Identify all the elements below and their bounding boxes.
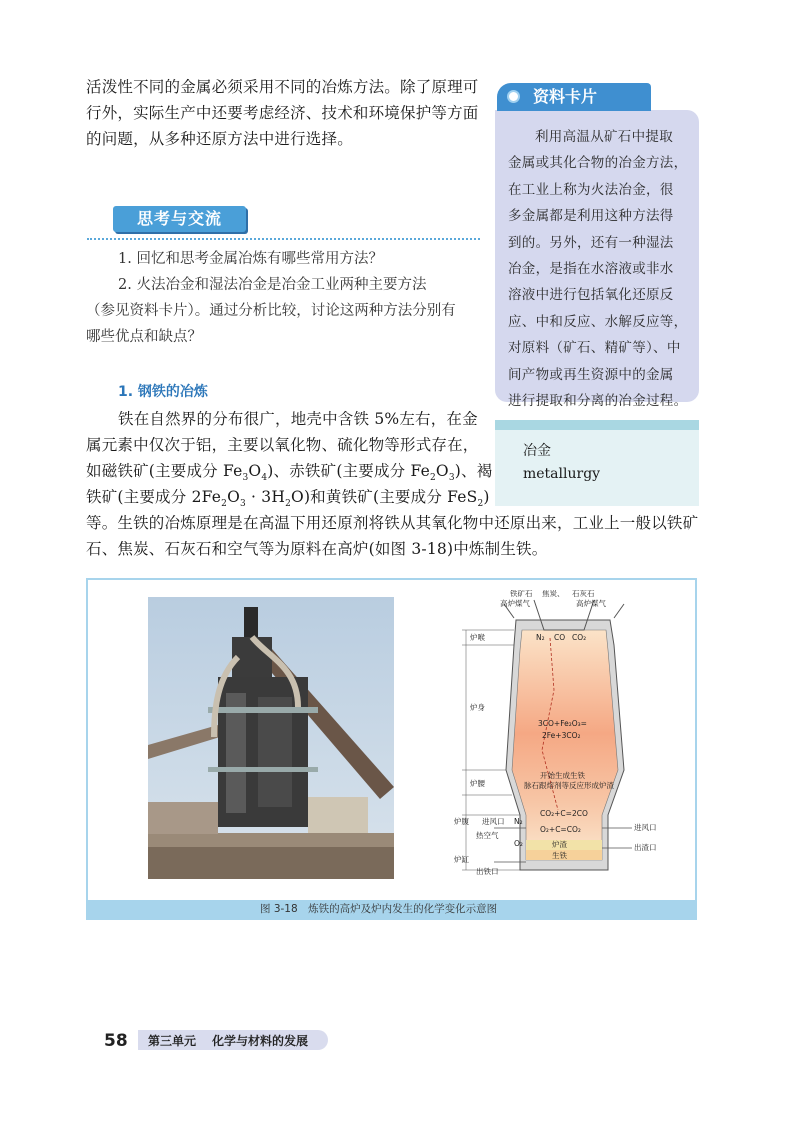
label-iron-outlet: 出铁口: [476, 867, 499, 876]
label-slag-layer: 炉渣: [552, 840, 567, 849]
dotted-divider: [87, 238, 480, 240]
blast-furnace-diagram: [454, 590, 684, 890]
term-chinese: 冶金: [523, 443, 551, 459]
page-number: 58: [104, 1031, 128, 1051]
data-card-text: [508, 124, 694, 414]
intro-line-2: 行外，实际生产中还要考虑经济、技术和环境保护等方面: [86, 104, 479, 122]
question-2-line-1: 2. 火法冶金和湿法冶金是冶金工业两种主要方法: [118, 277, 427, 293]
term-box-bar: [495, 420, 699, 430]
label-hot-air: 热空气: [476, 831, 499, 840]
label-reaction-1a: 3CO+Fe₂O₃=: [538, 719, 587, 728]
intro-line-3: 的问题，从多种还原方法中进行选择。: [86, 130, 353, 148]
label-hearth: 炉缸: [454, 855, 469, 864]
card-line: 溶液中进行包括氧化还原反: [508, 287, 674, 304]
label-throat: 炉喉: [470, 633, 485, 642]
question-2-line-2: （参见资料卡片）。通过分析比较，讨论这两种方法分别有: [86, 303, 456, 319]
label-bosh: 炉腹: [454, 817, 469, 826]
label-belly: 炉腰: [470, 779, 485, 788]
footer-unit: 第三单元: [148, 1034, 197, 1048]
label-top-co: CO: [554, 633, 566, 642]
section-para-line-3: 如磁铁矿(主要成分 $Fe_3O_4$)、赤铁矿(主要成分 $Fe_2O_3$)、褐: [86, 462, 493, 484]
section-para-line-4: 铁矿(主要成分 $2Fe_2O_3 \cdot 3H_2O$)和黄铁矿(主要成分 FeS$_2$): [86, 488, 490, 510]
term-english: metallurgy: [523, 466, 601, 482]
label-tuyere-left: 进风口: [482, 817, 505, 826]
label-air-o2: O₂: [514, 839, 523, 848]
card-line: 到的。另外，还有一种湿法: [508, 234, 674, 251]
section-para-line-1: 铁在自然界的分布很广，地壳中含铁 5%左右，在金: [118, 410, 478, 428]
label-feed-left: 铁矿石: [510, 590, 533, 598]
card-line: 对原料（矿石、精矿等）、中: [508, 340, 681, 357]
card-line: 应、中和反应、水解反应等，: [508, 313, 688, 330]
card-line: 间产物或再生资源中的金属: [508, 366, 674, 383]
section-para-line-6: 石、焦炭、石灰石和空气等为原料在高炉(如图 3-18)中炼制生铁。: [86, 540, 548, 558]
discussion-badge: 思考与交流: [113, 206, 246, 232]
section-heading: 1. 钢铁的冶炼: [118, 384, 208, 400]
label-melt-2: 脉石跟熔剂等反应形成炉渣: [524, 781, 614, 790]
label-tuyere-right: 进风口: [634, 823, 657, 832]
label-reaction-3: O₂+C=CO₂: [540, 825, 581, 834]
card-line: 进行提取和分离的冶金过程。: [508, 393, 688, 410]
blast-furnace-photo: [148, 597, 394, 879]
footer-title: 化学与材料的发展: [212, 1034, 309, 1048]
label-iron-layer: 生铁: [552, 851, 567, 860]
label-slag-outlet: 出渣口: [634, 843, 657, 852]
label-reaction-1b: 2Fe+3CO₂: [542, 731, 581, 740]
label-melt-1: 开始生成生铁: [540, 771, 585, 780]
label-reaction-2: CO₂+C=2CO: [540, 809, 588, 818]
label-gas-right: 高炉煤气: [576, 599, 606, 608]
label-gas-left: 高炉煤气: [500, 599, 530, 608]
label-air-n2: N₂: [514, 817, 523, 826]
card-line: 在工业上称为火法冶金，很: [508, 181, 674, 198]
label-top-n2: N₂: [536, 633, 545, 642]
label-shaft: 炉身: [470, 703, 485, 712]
bullet-icon: [507, 90, 520, 103]
figure-caption: 图 3-18 炼铁的高炉及炉内发生的化学变化示意图: [260, 903, 498, 915]
question-1: 1. 回忆和思考金属冶炼有哪些常用方法？: [118, 251, 383, 267]
question-2-line-3: 哪些优点和缺点？: [86, 329, 202, 345]
card-line: 金属或其化合物的冶金方法，: [508, 155, 688, 172]
card-line: 冶金，是指在水溶液或非水: [508, 261, 674, 278]
label-top-co2: CO₂: [572, 633, 587, 642]
label-feed-mid: 焦炭、: [542, 590, 565, 598]
section-para-line-2: 属元素中仅次于铝，主要以氧化物、硫化物等形式存在，: [86, 436, 479, 454]
data-card-tab: [497, 83, 651, 111]
card-line: 多金属都是利用这种方法得: [508, 208, 674, 225]
card-line: 利用高温从矿石中提取: [535, 129, 673, 145]
section-para-line-5: 等。生铁的冶炼原理是在高温下用还原剂将铁从其氧化物中还原出来，工业上一般以铁矿: [86, 514, 699, 532]
intro-line-1: 活泼性不同的金属必须采用不同的冶炼方法。除了原理可: [86, 78, 479, 96]
label-feed-right: 石灰石: [572, 590, 595, 598]
data-card-title: 资料卡片: [533, 87, 598, 106]
